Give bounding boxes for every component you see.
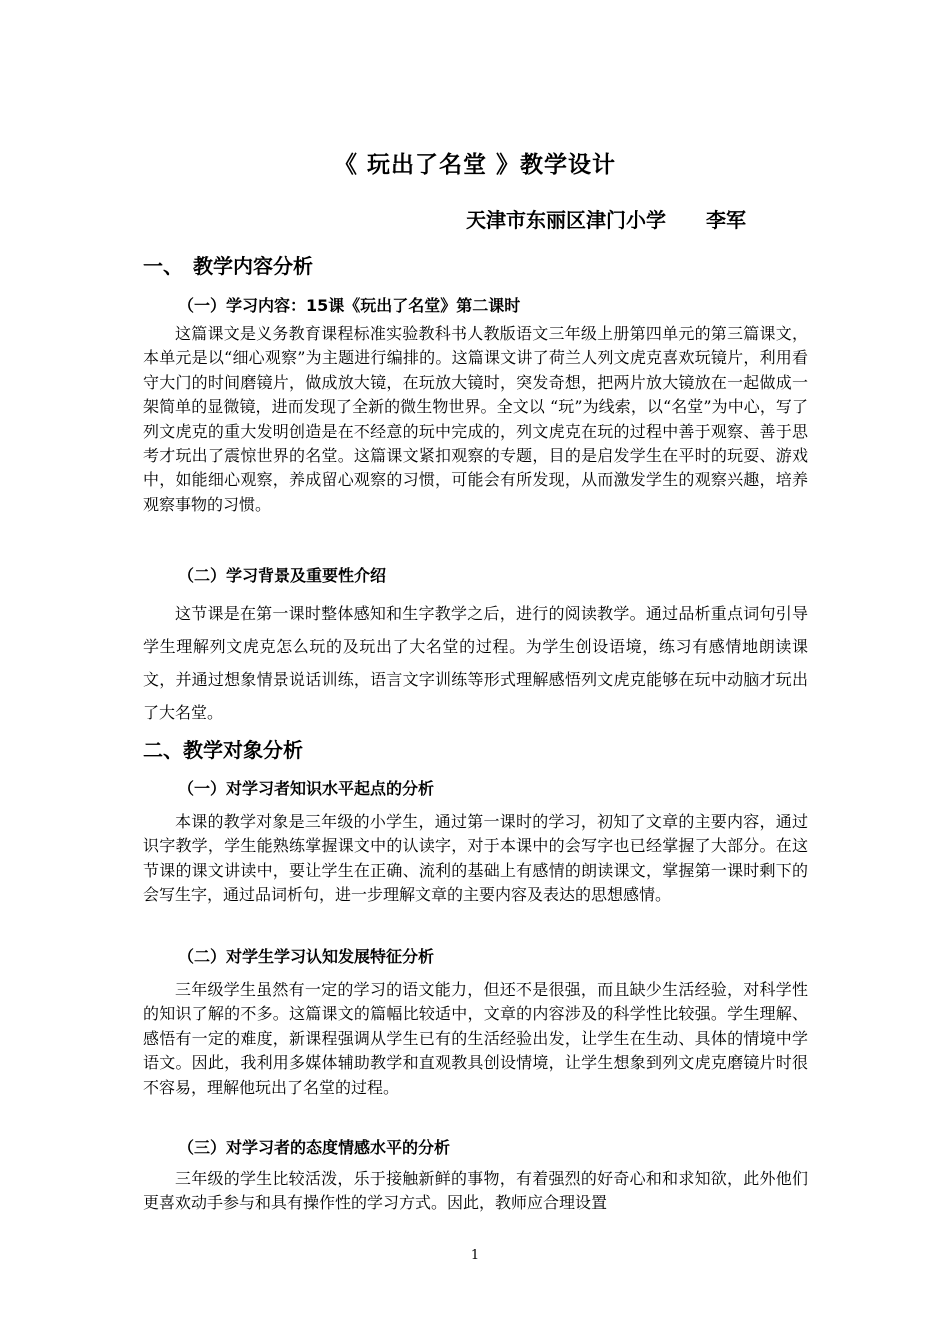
- subsection-heading: （二）学习背景及重要性介绍: [178, 566, 387, 585]
- subsection-heading: （一）学习内容：15课《玩出了名堂》第二课时: [178, 296, 521, 315]
- paragraph: 三年级学生虽然有一定的学习的语文能力，但还不是很强，而且缺少生活经验，对科学性的知识了解的不多。这篇课文的篇幅比较适中，文章的内容涉及的科学性比较强。学生理解、感悟有一定的难度，新课程强调从学生已有的生活经验出发，让学生在生动、具体的情境中学语文。因此，我利用多媒体辅助教学和直观教具创设情境，让学生想象到列文虎克磨镜片时很不容易，理解他玩出了名堂的过程。: [143, 980, 808, 1097]
- section-heading: 二、教学对象分析: [143, 738, 303, 762]
- paragraph: 这节课是在第一课时整体感知和生字教学之后，进行的阅读教学。通过品析重点词句引导学生理解列文虎克怎么玩的及玩出了大名堂的过程。为学生创设语境，练习有感情地朗读课文，并通过想象情景说话训练，语言文字训练等形式理解感悟列文虎克能够在玩中动脑才玩出了大名堂。: [143, 604, 808, 722]
- author-line: 天津市东丽区津门小学 李军: [466, 208, 746, 232]
- paragraph: 本课的教学对象是三年级的小学生，通过第一课时的学习，初知了文章的主要内容，通过识字教学，学生能熟练掌握课文中的认读字，对于本课中的会写字也已经掌握了大部分。在这节课的课文讲读中，要让学生在正确、流利的基础上有感情的朗读课文，掌握第一课时剩下的会写生字，通过品词析句，进一步理解文章的主要内容及表达的思想感情。: [143, 812, 808, 905]
- section-heading: 一、 教学内容分析: [143, 254, 313, 278]
- subsection-heading: （一）对学习者知识水平起点的分析: [178, 779, 435, 798]
- subsection-heading: （二）对学生学习认知发展特征分析: [178, 947, 435, 966]
- paragraph: 这篇课文是义务教育课程标准实验教科书人教版语文三年级上册第四单元的第三篇课文，本单元是以“细心观察”为主题进行编排的。这篇课文讲了荷兰人列文虎克喜欢玩镜片，利用看守大门的时间磨镜片，做成放大镜，在玩放大镜时，突发奇想，把两片放大镜放在一起做成一架简单的显微镜，进而发现了全新的微生物世界。全文以 “玩”为线索，以“名堂”为中心，写了列文虎克的重大发明创造是在不经意的玩中完成的，列文虎克在玩的过程中善于观察、善于思考才玩出了震惊世界的名堂。这篇课文紧扣观察的专题，目的是启发学生在平时的玩耍、游戏中，如能细心观察，养成留心观察的习惯，可能会有所发现，从而激发学生的观察兴趣，培养观察事物的习惯。: [143, 324, 808, 514]
- page-number: 1: [470, 1248, 480, 1263]
- document-title: 《 玩出了名堂 》教学设计: [333, 152, 616, 178]
- subsection-heading: （三）对学习者的态度情感水平的分析: [178, 1138, 451, 1157]
- paragraph: 三年级的学生比较活泼，乐于接触新鲜的事物，有着强烈的好奇心和和求知欲，此外他们更喜欢动手参与和具有操作性的学习方式。因此，教师应合理设置: [143, 1169, 808, 1213]
